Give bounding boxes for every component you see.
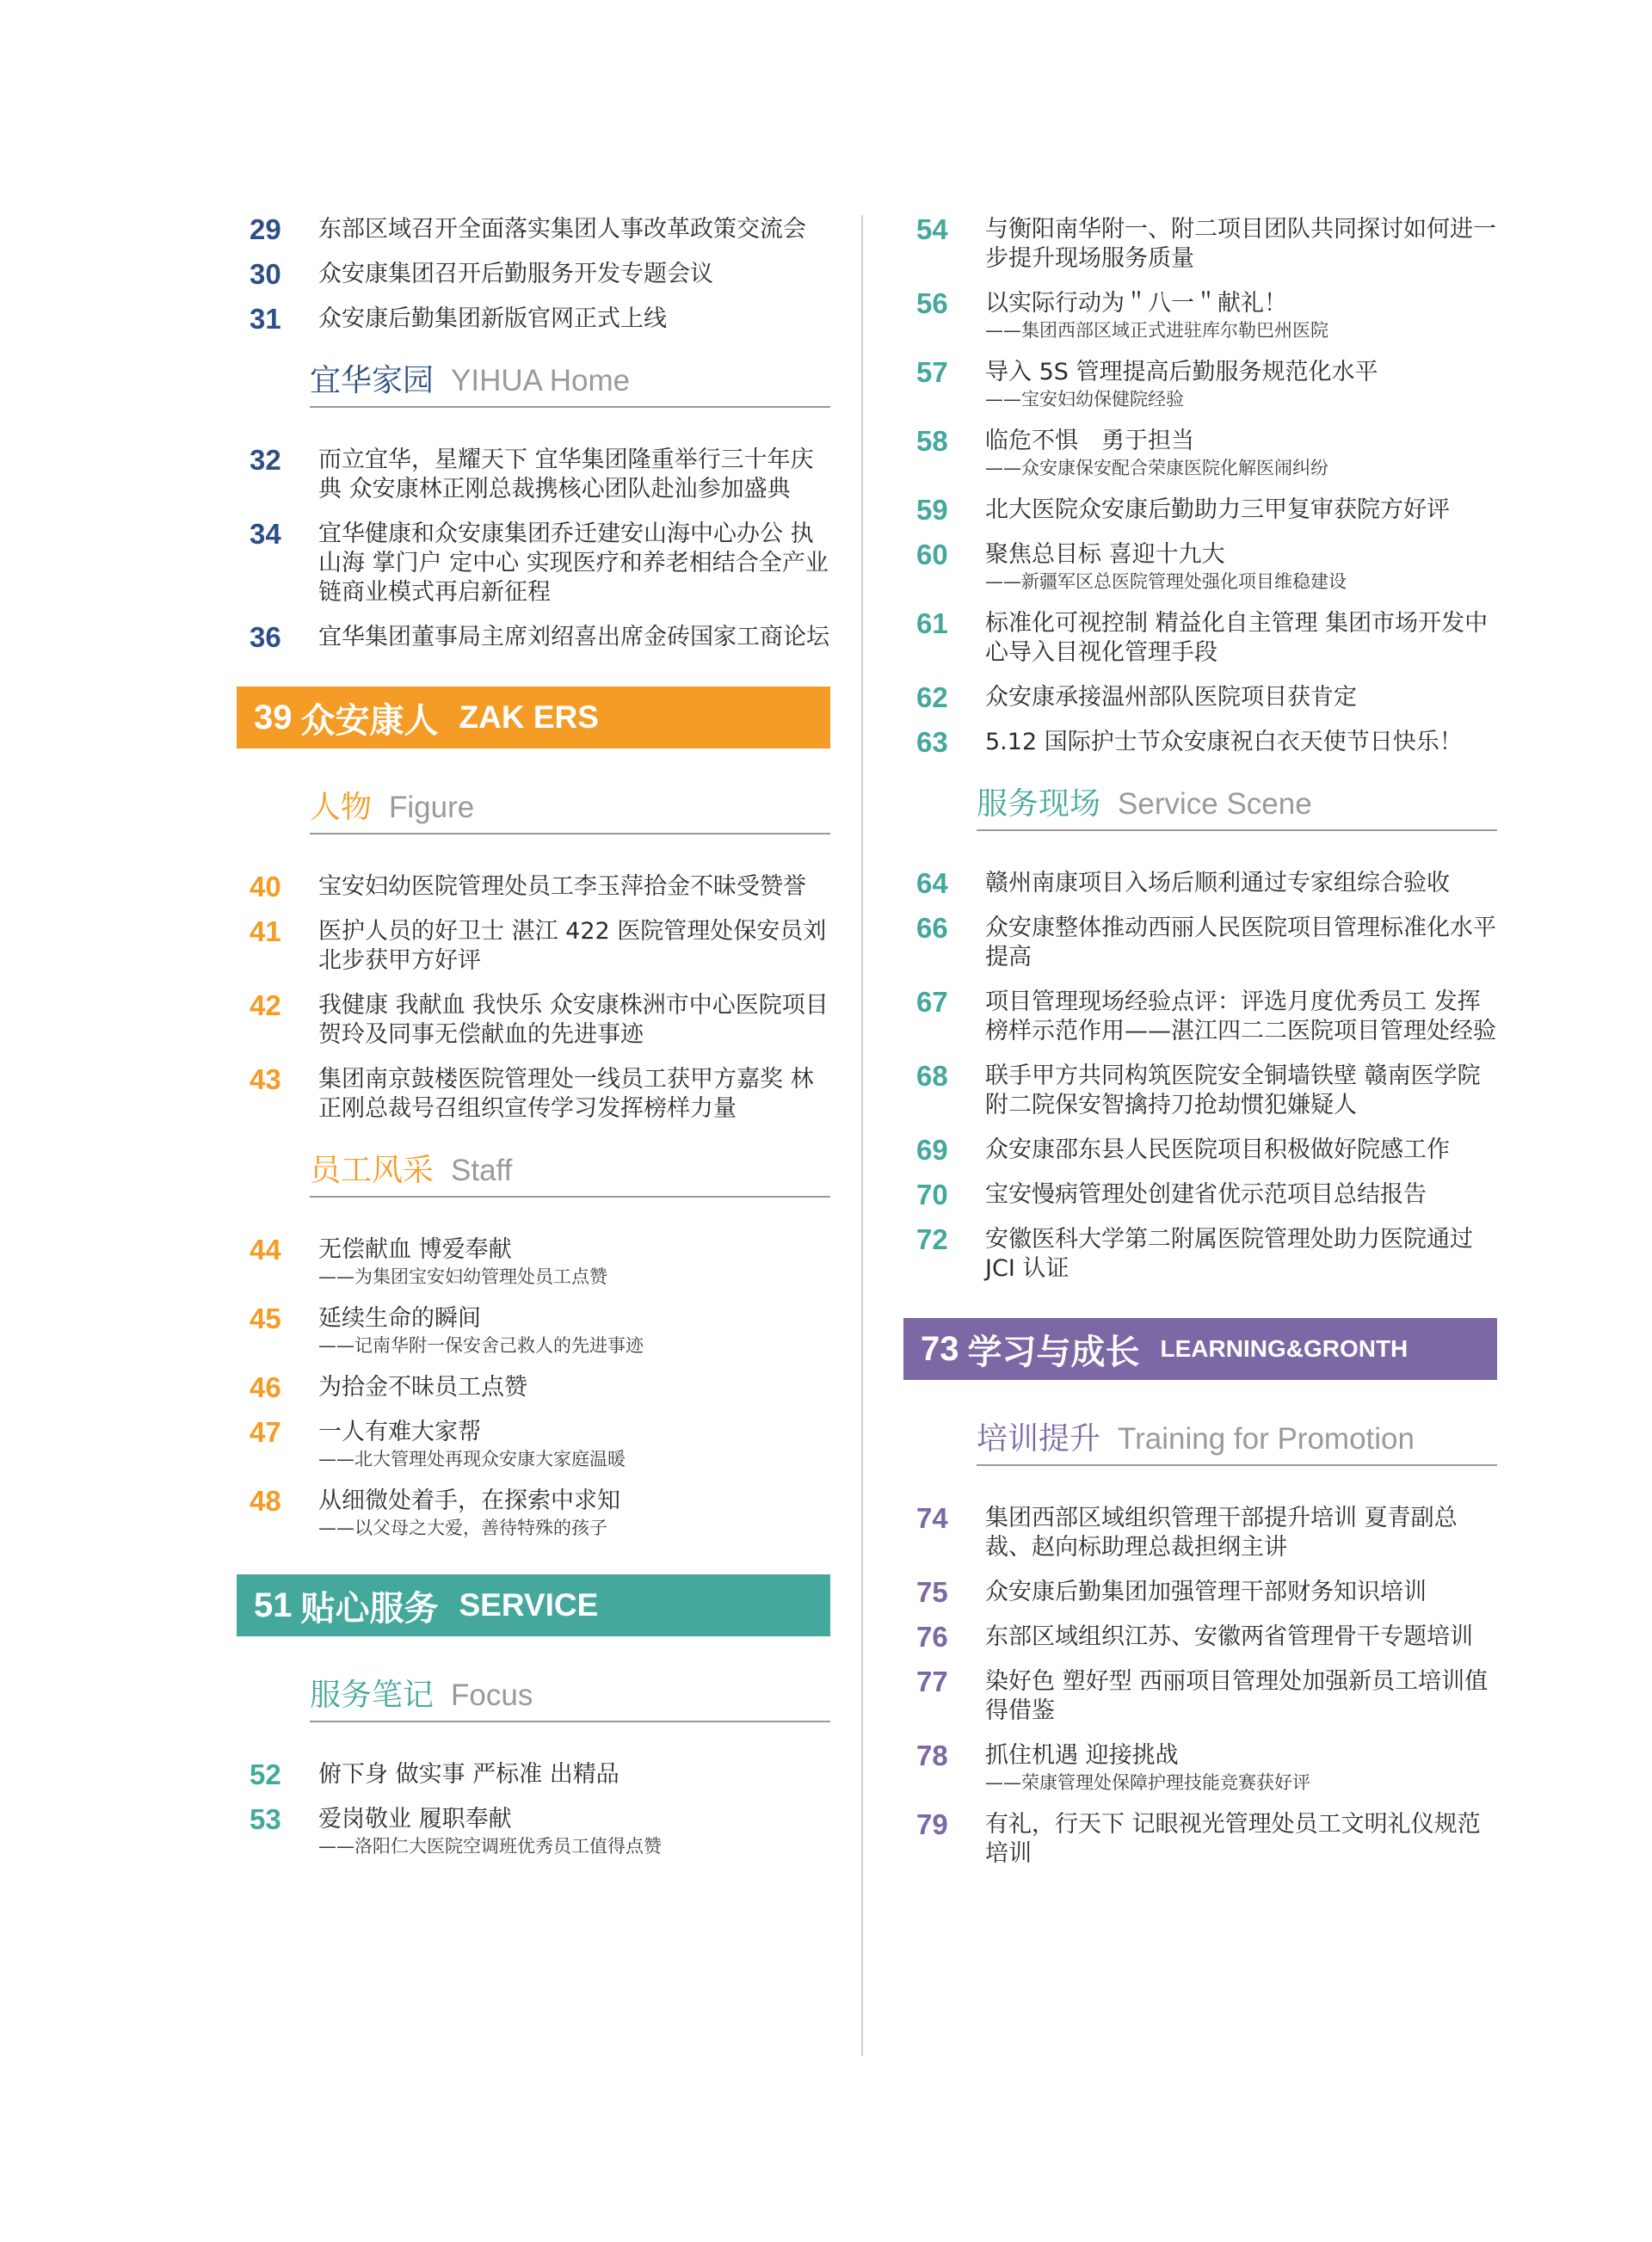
- entry-page-number: 63: [916, 726, 948, 758]
- section-header-staff: [310, 1153, 830, 1198]
- entry-text: [310, 1304, 830, 1358]
- entry-page-number: 69: [916, 1134, 948, 1166]
- entry-page-number: 60: [916, 539, 948, 570]
- entry-group-yihua-home: [228, 446, 830, 652]
- entry-title: 我健康 我献血 我快乐 众安康株洲市中心医院项目贺玲及同事无偿献血的先进事迹: [318, 992, 829, 1048]
- entry-page-number: 77: [916, 1666, 948, 1697]
- entry-text: [310, 1487, 830, 1540]
- entry-title: 临危不惧 勇于担当: [985, 428, 1194, 454]
- toc-entry: [895, 683, 1497, 712]
- toc-left-column: [228, 215, 830, 1874]
- entry-title: 一人有难大家帮: [318, 1419, 481, 1445]
- toc-entry: [895, 358, 1497, 411]
- entry-subtitle: ——宝安妇幼保健院经验: [985, 389, 1184, 410]
- section-title-cn: 服务笔记: [310, 1678, 435, 1713]
- toc-entry: [895, 1062, 1497, 1120]
- entry-text: [977, 1180, 1497, 1210]
- entry-group-focus: [228, 1760, 830, 1858]
- entry-page-number: 64: [916, 867, 948, 899]
- entry-subtitle: ——众安康保安配合荣康医院化解医闹纠纷: [985, 458, 1328, 478]
- entry-page-number: 46: [250, 1371, 281, 1403]
- entry-text: [977, 1667, 1497, 1726]
- entry-title: 与衡阳南华附一、附二项目团队共同探讨如何进一步提升现场服务质量: [985, 216, 1496, 272]
- banner-title-en: SERVICE: [459, 1587, 599, 1623]
- entry-page-number: 62: [916, 681, 948, 713]
- entry-group-figure: [228, 872, 830, 1124]
- section-title-en: Training for Promotion: [1118, 1422, 1415, 1456]
- entry-text: [977, 496, 1497, 525]
- section-title-cn: 员工风采: [310, 1153, 435, 1188]
- entry-page-number: 59: [916, 494, 948, 526]
- entry-title: 而立宜华，星耀天下 宜华集团隆重举行三十年庆典 众安康林正刚总裁携核心团队赴汕参加盛典: [318, 447, 814, 502]
- entry-text: [310, 991, 830, 1050]
- entry-text: [310, 1235, 830, 1289]
- entry-text: [977, 215, 1497, 274]
- toc-entry: [228, 1418, 830, 1471]
- entry-title: 爱岗敬业 履职奉献: [318, 1806, 512, 1832]
- toc-entry: [895, 1667, 1497, 1726]
- entry-group-service-scene: [895, 869, 1497, 1284]
- entry-subtitle: ——以父母之大爱，善待特殊的孩子: [318, 1518, 607, 1538]
- toc-entry: [895, 869, 1497, 898]
- entry-title: 俯下身 做实事 严标准 出精品: [318, 1761, 620, 1788]
- banner-title-cn: 学习与成长: [967, 1332, 1140, 1372]
- entry-page-number: 43: [250, 1063, 281, 1095]
- entry-title: 集团西部区域组织管理干部提升培训 夏青副总裁、赵向标助理总裁担纲主讲: [985, 1505, 1458, 1561]
- banner-zak-ers: [237, 687, 830, 748]
- entry-text: [977, 1136, 1497, 1165]
- toc-entry: [228, 260, 830, 289]
- entry-text: [977, 358, 1497, 411]
- banner-title-cn: 众安康人: [300, 700, 439, 741]
- entry-page-number: 78: [916, 1740, 948, 1771]
- section-header-service-scene: [977, 786, 1497, 831]
- entry-subtitle: ——为集团宝安妇幼管理处员工点赞: [318, 1266, 607, 1287]
- entry-page-number: 57: [916, 356, 948, 388]
- entry-title: 导入 5S 管理提高后勤服务规范化水平: [985, 359, 1378, 385]
- toc-entry: [228, 305, 830, 334]
- entry-title: 无偿献血 博爱奉献: [318, 1236, 512, 1263]
- entry-title: 众安康集团召开后勤服务开发专题会议: [318, 261, 713, 287]
- banner-title-en: ZAK ERS: [459, 699, 599, 735]
- section-title-en: Figure: [389, 791, 475, 824]
- entry-page-number: 30: [250, 258, 281, 290]
- entry-title: 众安康承接温州部队医院项目获肯定: [985, 684, 1357, 711]
- entry-title: 联手甲方共同构筑医院安全铜墙铁壁 赣南医学院附二院保安智擒持刀抢劫惯犯嫌疑人: [985, 1062, 1481, 1118]
- toc-entry: [895, 728, 1497, 757]
- entry-text: [310, 1805, 830, 1858]
- section-title-cn: 人物: [310, 790, 373, 825]
- entry-title: 宝安妇幼医院管理处员工李玉萍拾金不昧受赞誉: [318, 873, 806, 900]
- entry-subtitle: ——洛阳仁大医院空调班优秀员工值得点赞: [318, 1836, 662, 1857]
- entry-title: 抓住机遇 迎接挑战: [985, 1742, 1179, 1769]
- entry-text: [977, 289, 1497, 342]
- entry-page-number: 75: [916, 1576, 948, 1608]
- entry-page-number: 70: [916, 1179, 948, 1210]
- entry-text: [310, 1760, 830, 1789]
- entry-text: [310, 1065, 830, 1124]
- entry-subtitle: ——新疆军区总医院管理处强化项目维稳建设: [985, 571, 1347, 592]
- entry-text: [310, 917, 830, 976]
- entry-text: [977, 1741, 1497, 1795]
- toc-right-column: [895, 215, 1497, 1884]
- entry-subtitle: ——集团西部区域正式进驻库尔勒巴州医院: [985, 320, 1328, 341]
- toc-entry: [228, 1304, 830, 1358]
- entry-page-number: 45: [250, 1303, 281, 1334]
- toc-entry: [895, 609, 1497, 668]
- entry-title: 从细微处着手，在探索中求知: [318, 1487, 620, 1514]
- entry-group-staff: [228, 1235, 830, 1540]
- entry-text: [977, 988, 1497, 1046]
- section-title-cn: 培训提升: [977, 1421, 1101, 1457]
- entry-text: [977, 914, 1497, 972]
- entry-page-number: 44: [250, 1234, 281, 1266]
- banner-page-number: 73: [921, 1329, 959, 1368]
- section-title-cn: 服务现场: [977, 786, 1101, 822]
- entry-page-number: 36: [250, 621, 281, 653]
- entry-text: [977, 609, 1497, 668]
- entry-text: [977, 1504, 1497, 1562]
- toc-entry: [228, 520, 830, 607]
- entry-text: [310, 872, 830, 902]
- entry-title: 以实际行动为＂八一＂献礼！: [985, 290, 1287, 317]
- toc-entry: [228, 623, 830, 652]
- toc-entry: [895, 1225, 1497, 1284]
- toc-entry: [895, 914, 1497, 972]
- entry-title: 宜华健康和众安康集团乔迁建安山海中心办公 执山海 掌门户 定中心 实现医疗和养老相结合全产业链商业模式再启新征程: [318, 520, 829, 606]
- entry-text: [310, 215, 830, 244]
- entry-page-number: 34: [250, 518, 281, 550]
- toc-entry: [228, 1235, 830, 1289]
- banner-page-number: 51: [254, 1586, 293, 1624]
- entry-page-number: 42: [250, 989, 281, 1021]
- entry-page-number: 52: [250, 1758, 281, 1790]
- entry-text: [310, 520, 830, 607]
- entry-group-company-news: [228, 215, 830, 334]
- entry-title: 医护人员的好卫士 湛江 422 医院管理处保安员刘北步获甲方好评: [318, 918, 827, 974]
- toc-entry: [895, 215, 1497, 274]
- entry-text: [977, 1623, 1497, 1652]
- entry-page-number: 53: [250, 1803, 281, 1835]
- entry-title: 众安康整体推动西丽人民医院项目管理标准化水平提高: [985, 915, 1496, 970]
- entry-title: 众安康后勤集团新版官网正式上线: [318, 305, 667, 332]
- entry-page-number: 66: [916, 912, 948, 944]
- entry-title: 赣州南康项目入场后顺利通过专家组综合验收: [985, 870, 1450, 896]
- entry-title: 众安康后勤集团加强管理干部财务知识培训: [985, 1579, 1427, 1605]
- toc-entry: [895, 1578, 1497, 1607]
- section-title-cn: 宜华家园: [310, 363, 435, 398]
- entry-title: 东部区域召开全面落实集团人事改革政策交流会: [318, 216, 806, 243]
- toc-entry: [895, 988, 1497, 1046]
- section-title-en: Staff: [451, 1154, 513, 1187]
- column-divider: [861, 215, 863, 2056]
- section-title-en: Service Scene: [1118, 787, 1312, 821]
- toc-entry: [895, 540, 1497, 594]
- entry-title: 标准化可视控制 精益化自主管理 集团市场开发中心导入目视化管理手段: [985, 610, 1489, 666]
- entry-text: [310, 623, 830, 652]
- entry-text: [977, 869, 1497, 898]
- section-header-focus: [310, 1678, 830, 1722]
- banner-title-cn: 贴心服务: [300, 1588, 439, 1629]
- entry-page-number: 41: [250, 915, 281, 947]
- entry-title: 聚焦总目标 喜迎十九大: [985, 541, 1225, 568]
- entry-page-number: 32: [250, 444, 281, 476]
- toc-entry: [228, 1373, 830, 1402]
- entry-title: 安徽医科大学第二附属医院管理处助力医院通过 JCI 认证: [985, 1226, 1473, 1282]
- entry-text: [310, 1418, 830, 1471]
- entry-page-number: 74: [916, 1502, 948, 1534]
- toc-entry: [895, 1504, 1497, 1562]
- entry-title: 众安康邵东县人民医院项目积极做好院感工作: [985, 1136, 1450, 1163]
- entry-title: 项目管理现场经验点评：评选月度优秀员工 发挥榜样示范作用——湛江四二二医院项目管理处经验: [985, 989, 1496, 1044]
- entry-group-training: [895, 1504, 1497, 1869]
- entry-page-number: 79: [916, 1808, 948, 1840]
- entry-text: [977, 1062, 1497, 1120]
- entry-text: [977, 728, 1497, 757]
- toc-entry: [895, 1623, 1497, 1652]
- banner-title-en: LEARNING&GRONTH: [1160, 1335, 1409, 1362]
- toc-entry: [228, 1805, 830, 1858]
- section-header-training: [977, 1421, 1497, 1466]
- toc-entry: [228, 872, 830, 902]
- toc-entry: [228, 215, 830, 244]
- toc-entry: [895, 1180, 1497, 1210]
- toc-entry: [228, 1065, 830, 1124]
- toc-entry: [895, 1810, 1497, 1869]
- entry-title: 东部区域组织江苏、安徽两省管理骨干专题培训: [985, 1623, 1473, 1650]
- entry-text: [977, 1810, 1497, 1869]
- entry-group-service-news: [895, 215, 1497, 757]
- entry-text: [310, 1373, 830, 1402]
- entry-page-number: 31: [250, 303, 281, 335]
- entry-page-number: 29: [250, 213, 281, 245]
- entry-title: 延续生命的瞬间: [318, 1305, 481, 1332]
- entry-text: [977, 427, 1497, 480]
- entry-text: [310, 305, 830, 334]
- entry-title: 宜华集团董事局主席刘绍喜出席金砖国家工商论坛: [318, 624, 829, 650]
- toc-entry: [895, 289, 1497, 342]
- entry-title: 北大医院众安康后勤助力三甲复审获院方好评: [985, 496, 1450, 523]
- entry-text: [977, 1225, 1497, 1284]
- entry-text: [310, 260, 830, 289]
- toc-entry: [228, 917, 830, 976]
- banner-service: [237, 1574, 830, 1636]
- entry-page-number: 47: [250, 1416, 281, 1448]
- toc-entry: [228, 446, 830, 504]
- entry-text: [310, 446, 830, 504]
- toc-entry: [895, 1741, 1497, 1795]
- entry-text: [977, 1578, 1497, 1607]
- entry-page-number: 54: [916, 213, 948, 245]
- section-title-en: Focus: [451, 1678, 533, 1712]
- entry-page-number: 68: [916, 1060, 948, 1092]
- entry-title: 宝安慢病管理处创建省优示范项目总结报告: [985, 1181, 1427, 1208]
- toc-entry: [228, 991, 830, 1050]
- toc-entry: [895, 427, 1497, 480]
- entry-text: [977, 683, 1497, 712]
- toc-entry: [895, 496, 1497, 525]
- section-header-yihua-home: [310, 363, 830, 408]
- section-header-figure: [310, 790, 830, 835]
- entry-title: 染好色 塑好型 西丽项目管理处加强新员工培训值得借鉴: [985, 1668, 1489, 1724]
- entry-page-number: 76: [916, 1621, 948, 1653]
- entry-subtitle: ——记南华附一保安舍己救人的先进事迹: [318, 1335, 644, 1356]
- entry-subtitle: ——荣康管理处保障护理技能竞赛获好评: [985, 1772, 1310, 1793]
- entry-page-number: 40: [250, 871, 281, 902]
- entry-page-number: 58: [916, 425, 948, 457]
- entry-text: [977, 540, 1497, 594]
- entry-page-number: 72: [916, 1223, 948, 1255]
- entry-page-number: 67: [916, 986, 948, 1018]
- banner-page-number: 39: [254, 698, 293, 736]
- entry-title: 为拾金不昧员工点赞: [318, 1374, 527, 1401]
- entry-page-number: 48: [250, 1485, 281, 1517]
- entry-page-number: 61: [916, 607, 948, 639]
- entry-title: 5.12 国际护士节众安康祝白衣天使节日快乐！: [985, 729, 1463, 755]
- toc-entry: [228, 1760, 830, 1789]
- section-title-en: YIHUA Home: [451, 364, 631, 397]
- entry-subtitle: ——北大管理处再现众安康大家庭温暖: [318, 1449, 626, 1469]
- entry-page-number: 56: [916, 287, 948, 319]
- entry-title: 集团南京鼓楼医院管理处一线员工获甲方嘉奖 林正刚总裁号召组织宣传学习发挥榜样力量: [318, 1066, 814, 1122]
- toc-entry: [895, 1136, 1497, 1165]
- entry-title: 有礼，行天下 记眼视光管理处员工文明礼仪规范培训: [985, 1811, 1481, 1867]
- toc-entry: [228, 1487, 830, 1540]
- banner-learning-growth: [903, 1318, 1497, 1380]
